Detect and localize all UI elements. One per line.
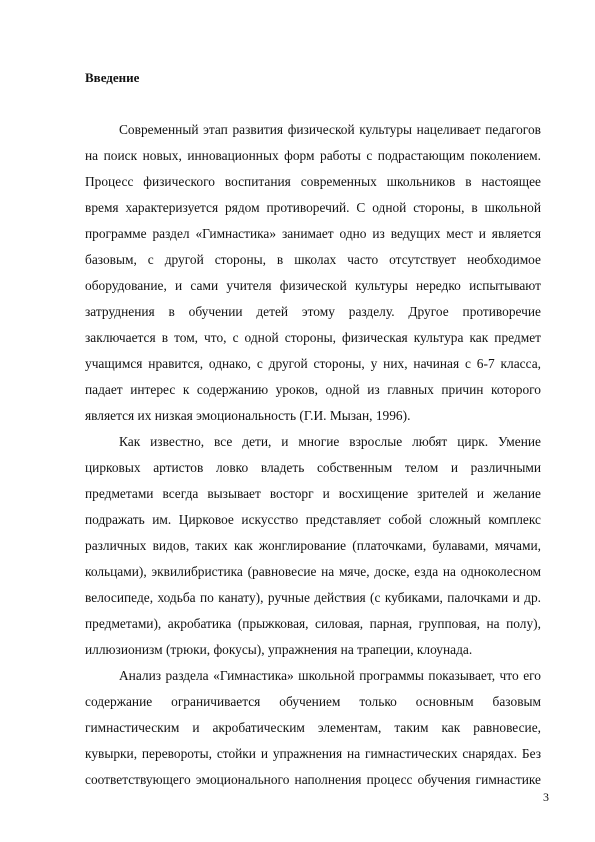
text-line: учащимся нравится, однако, с другой стороны, у них, начиная с 6-7 класса, xyxy=(85,356,541,371)
text-line: кольцами), эквилибристика (равновесие на мяче, доске, езда на одноколесном xyxy=(85,564,541,579)
text-line: предметами всегда вызывает восторг и восхищение зрителей и желание xyxy=(85,486,541,501)
page-number: 3 xyxy=(543,790,549,804)
text-line: программе раздел «Гимнастика» занимает одно из ведущих мест и является xyxy=(85,226,541,241)
text-line: подражать им. Цирковое искусство представляет собой сложный комплекс xyxy=(85,512,541,527)
text-line: затруднения в обучении детей этому разделу. Другое противоречие xyxy=(85,304,541,319)
text-line: Анализ раздела «Гимнастика» школьной программы показывает, что его xyxy=(119,668,541,683)
text-line: содержание ограничивается обучением только основным базовым xyxy=(85,694,541,709)
section-heading: Введение xyxy=(85,70,140,85)
text-line: Современный этап развития физической культуры нацеливает педагогов xyxy=(119,122,541,137)
text-line: цирковых артистов ловко владеть собственным телом и различными xyxy=(85,460,541,475)
text-line: базовым, с другой стороны, в школах часто отсутствует необходимое xyxy=(85,252,541,267)
text-line: Как известно, все дети, и многие взрослые любят цирк. Умение xyxy=(119,434,541,449)
text-line: является их низкая эмоциональность (Г.И. Мызан, 1996). xyxy=(85,408,411,423)
text-line: гимнастическим и акробатическим элементам, таким как равновесие, xyxy=(85,720,541,735)
text-line: кувырки, перевороты, стойки и упражнения на гимнастических снарядах. Без xyxy=(85,746,541,761)
text-line: Процесс физического воспитания современных школьников в настоящее xyxy=(85,174,541,189)
text-line: различных видов, таких как жонглирование (платочками, булавами, мячами, xyxy=(85,538,541,553)
text-line: время характеризуется рядом противоречий. С одной стороны, в школьной xyxy=(85,200,541,215)
text-line: велосипеде, ходьба по канату), ручные действия (с кубиками, палочками и др. xyxy=(85,590,541,605)
text-line: иллюзионизм (трюки, фокусы), упражнения на трапеции, клоунада. xyxy=(85,642,473,657)
text-line: падает интерес к содержанию уроков, одной из главных причин которого xyxy=(85,382,541,397)
text-line: на поиск новых, инновационных форм работы с подрастающим поколением. xyxy=(85,148,541,163)
text-line: оборудование, и сами учителя физической культуры нередко испытывают xyxy=(85,278,541,293)
text-line: соответствующего эмоционального наполнения процесс обучения гимнастике xyxy=(85,772,541,787)
text-line: предметами), акробатика (прыжковая, силовая, парная, групповая, на полу), xyxy=(85,616,541,631)
text-line: заключается в том, что, с одной стороны, физическая культура как предмет xyxy=(85,330,541,345)
